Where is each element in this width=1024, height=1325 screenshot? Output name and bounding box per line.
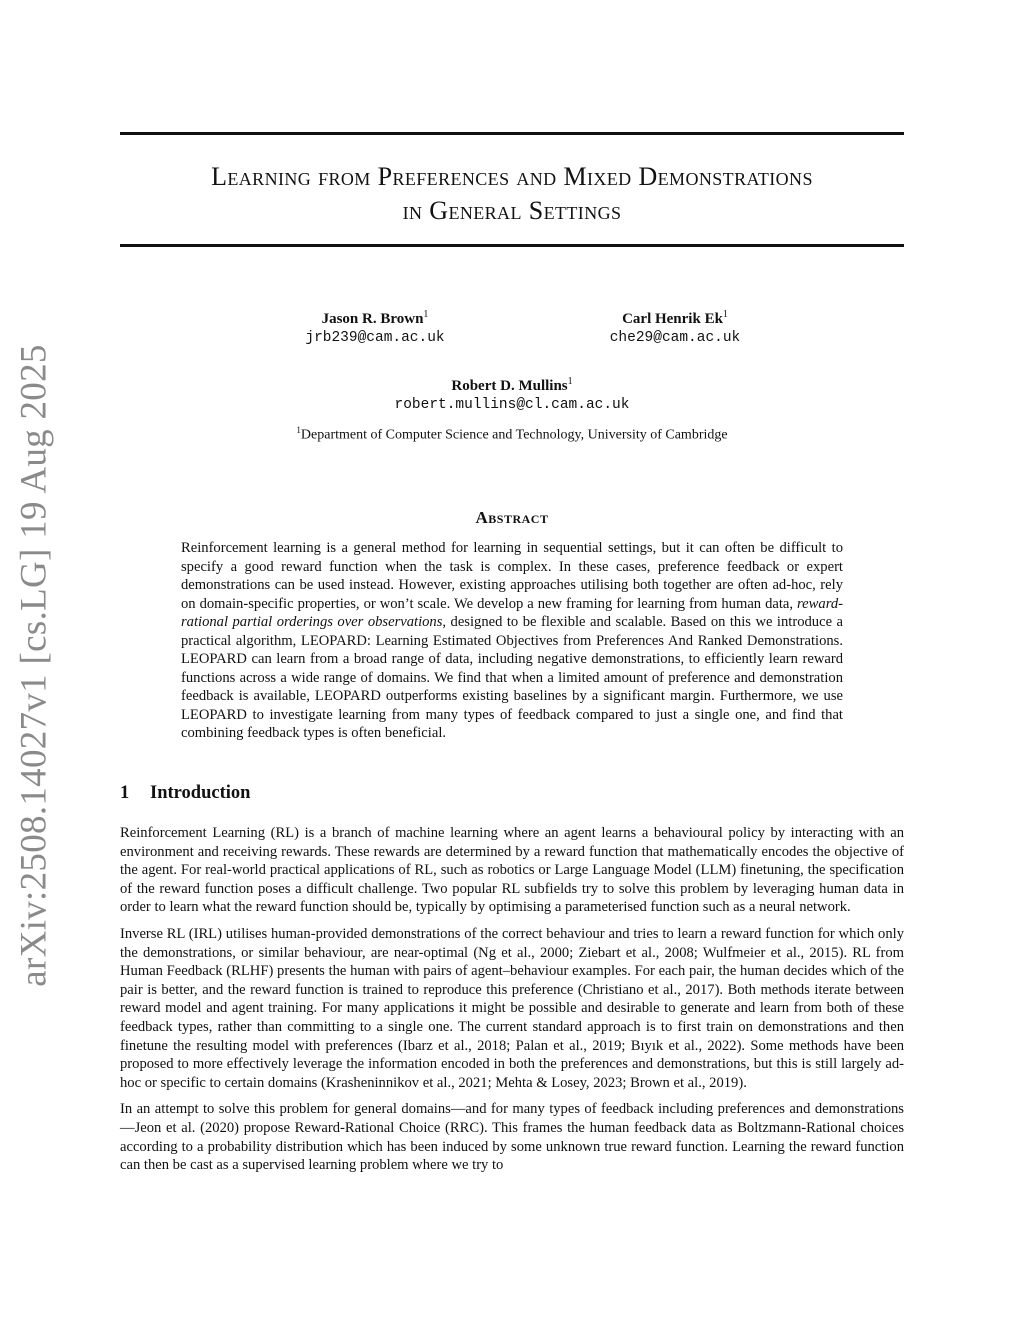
- author-name: Robert D. Mullins: [451, 378, 568, 394]
- author-affil-mark: 1: [567, 376, 573, 387]
- author-affil-mark: 1: [423, 309, 429, 320]
- arxiv-watermark: [10, 343, 58, 987]
- title-rule-top: [120, 132, 904, 135]
- author-name: Jason R. Brown: [321, 311, 424, 327]
- paragraph: In an attempt to solve this problem for general domains—and for many types of feedback including preferences and demonstrations—Jeon et al. (2020) propose Reward-Rational Choice (RRC). This frames the human feedback data as Boltzmann-Rational choices according to a probability distribution which has been induced by some unknown true reward function. Learning the reward function can then be cast as a supervised learning problem where we try to: [120, 1101, 904, 1174]
- abstract-text: [181, 539, 843, 743]
- author-affil-mark: 1: [722, 309, 728, 320]
- section-title: Introduction: [150, 783, 251, 803]
- section-body: [120, 824, 904, 1183]
- author-email: robert.mullins@cl.cam.ac.uk: [394, 397, 630, 413]
- section-heading: [120, 783, 250, 804]
- author-block: [332, 372, 692, 415]
- arxiv-id: arXiv:2508.14027v1 [cs.LG] 19 Aug 2025: [13, 343, 55, 987]
- title-line-2: in General Settings: [402, 196, 622, 225]
- affiliation-mark: 1: [296, 425, 301, 435]
- author-block: [550, 305, 800, 348]
- abstract-part: , designed to be flexible and scalable. Based on this we introduce a practical algorithm, LEOPARD: Learning Estimated Objectives from Preferences And Ranked Demonstrations. LEOPARD can learn from a broad range of data, including negative demonstrations, to efficiently learn reward functions across a wide range of domains. We find that when a limited amount of preference and demonstration feedback is available, LEOPARD outperforms existing baselines by a significant margin. Furthermore, we use LEOPARD to investigate learning from many types of feedback compared to just a single one, and find that combining feedback types is often beneficial.: [181, 614, 843, 741]
- paragraph: Reinforcement Learning (RL) is a branch of machine learning where an agent learns a behavioural policy by interacting with an environment and receiving rewards. These rewards are determined by a reward function that mathematically encodes the objective of the agent. For real-world practical applications of RL, such as robotics or Large Language Model (LLM) finetuning, the specification of the reward function poses a difficult challenge. Two popular RL subfields try to solve this problem by leveraging human data in order to learn what the reward function should be, typically by optimising a parameterised function such as a neural network.: [120, 825, 904, 916]
- abstract-emphasis: reward-rational partial orderings over observations: [181, 595, 843, 630]
- author-email: che29@cam.ac.uk: [609, 330, 741, 346]
- title-line-1: Learning from Preferences and Mixed Demonstrations: [211, 162, 813, 191]
- title-rule-bottom: [120, 244, 904, 247]
- author-email: jrb239@cam.ac.uk: [305, 330, 445, 346]
- abstract-heading: Abstract: [475, 508, 549, 527]
- paper-title: [120, 160, 904, 228]
- author-name: Carl Henrik Ek: [622, 311, 723, 327]
- paragraph: Inverse RL (IRL) utilises human-provided demonstrations of the correct behaviour and tries to learn a reward function for which only the demonstrations, or similar behaviour, are near-optimal (Ng et al., 2000; Ziebart et al., 2008; Wulfmeier et al., 2015). RL from Human Feedback (RLHF) presents the human with pairs of agent–behaviour examples. For each pair, the human decides which of the pair is better, and the reward function is trained to reproduce this preference (Christiano et al., 2017). Both methods iterate between reward model and agent training. For many applications it might be possible and desirable to generate and learn from both of these feedback types, rather than committing to a single one. The current standard approach is to first train on demonstrations and then finetune the resulting model with preferences (Ibarz et al., 2018; Palan et al., 2019; Bıyık et al., 2022). Some methods have been proposed to more effectively leverage the information encoded in both the preferences and demonstrations, but this is still largely ad-hoc or specific to certain domains (Krasheninnikov et al., 2021; Mehta & Losey, 2023; Brown et al., 2019).: [120, 925, 904, 1091]
- author-block: [250, 305, 500, 348]
- abstract-part: Reinforcement learning is a general method for learning in sequential settings, but it can often be difficult to specify a good reward function when the task is complex. In these cases, preference feedback or expert demonstrations can be used instead. However, existing approaches utilising both together are often ad-hoc, rely on domain-specific properties, or won’t scale. We develop a new framing for learning from human data,: [181, 540, 843, 612]
- section-number: 1: [120, 783, 130, 803]
- affiliation-text: Department of Computer Science and Technology, University of Cambridge: [300, 427, 728, 443]
- affiliation: [120, 425, 904, 444]
